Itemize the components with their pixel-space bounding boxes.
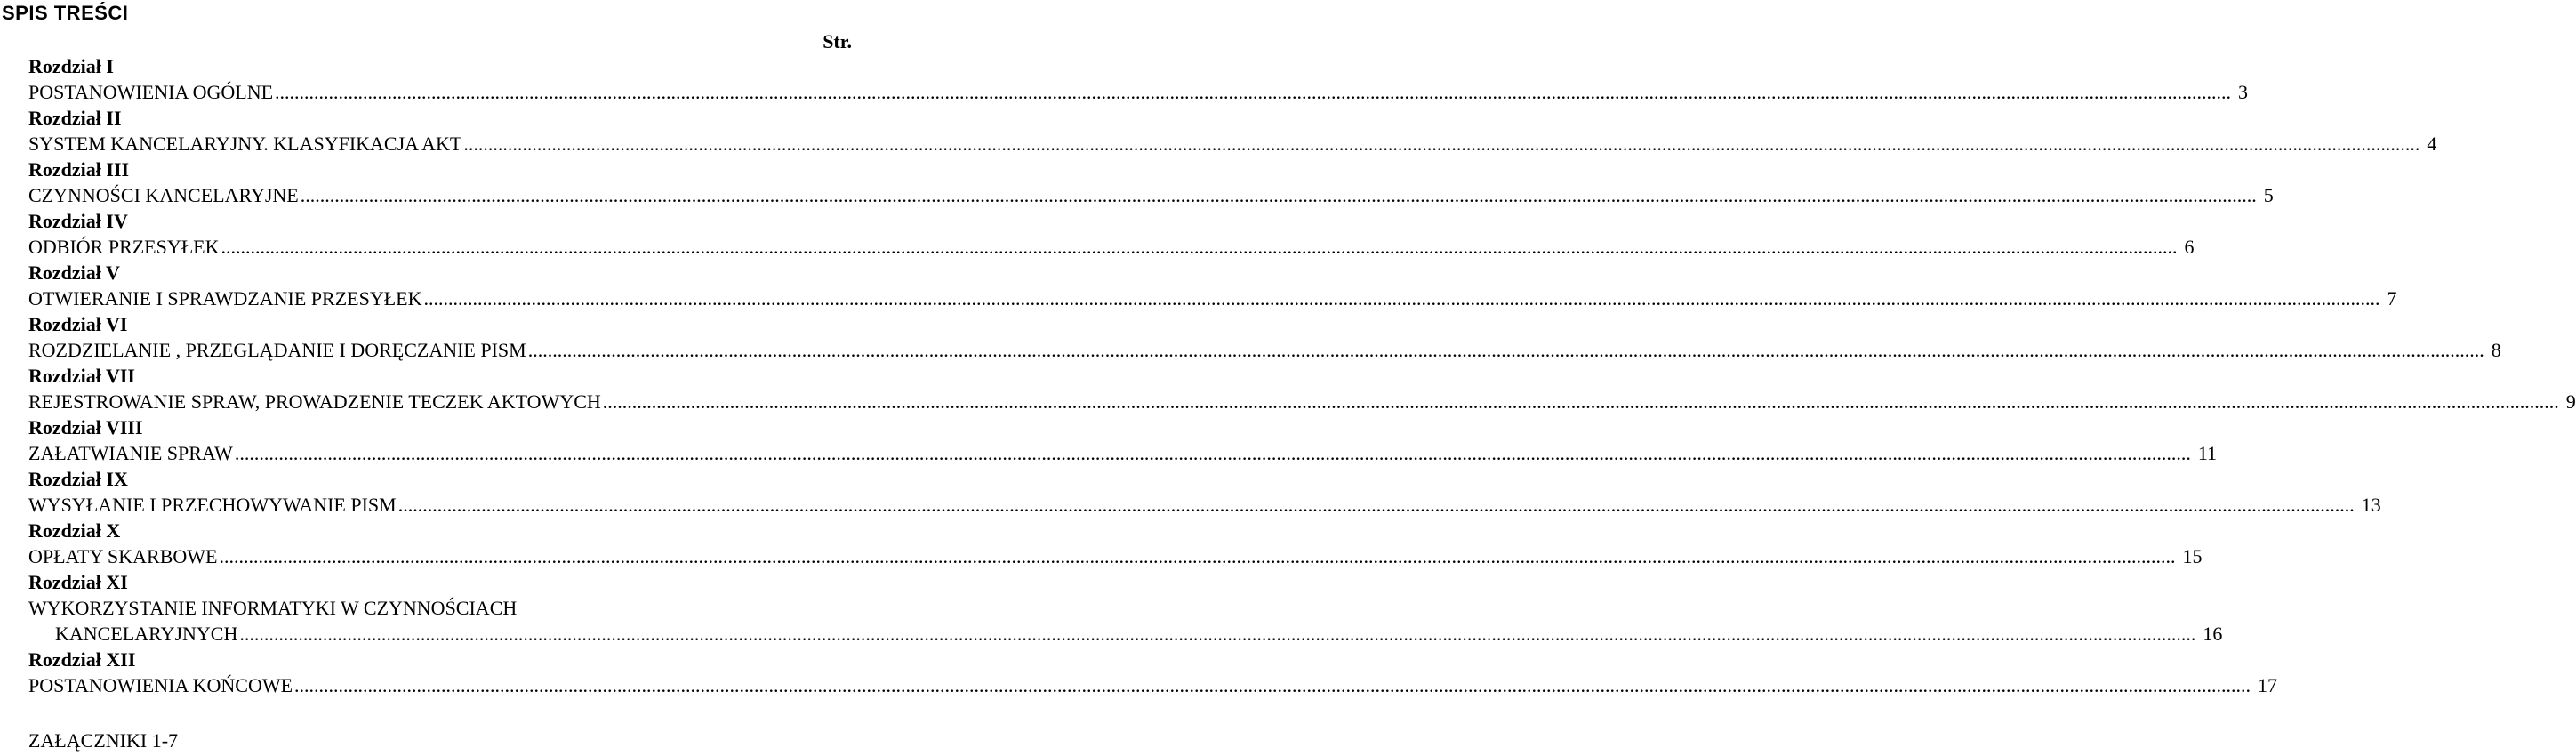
toc-page-number: 5 [2263, 184, 2274, 206]
page-title: SPIS TREŚCI [2, 2, 129, 24]
dot-leader: ................................................................................................................................................................................................................................................................................................................................................................................................................ [239, 623, 2196, 645]
dot-leader: ................................................................................................................................................................................................................................................................................................................................................................................................................ [602, 390, 2559, 413]
toc-entry-title: SYSTEM KANCELARYJNY. KLASYFIKACJA AKT [28, 133, 462, 155]
page-column-label: Str. [823, 30, 852, 52]
toc-page-number: 16 [2203, 623, 2223, 645]
chapter-heading: Rozdział III [28, 158, 130, 181]
toc-entry-title: ROZDZIELANIE , PRZEGLĄDANIE I DORĘCZANIE PISM [28, 339, 526, 361]
chapter-heading: Rozdział V [28, 261, 120, 284]
toc-entry-title: POSTANOWIENIA OGÓLNE [28, 81, 274, 103]
toc-entry-title: CZYNNOŚCI KANCELARYJNE [28, 184, 299, 206]
toc-page-number: 3 [2238, 81, 2249, 103]
toc-page-number: 13 [2361, 494, 2381, 516]
toc-page-number: 4 [2427, 133, 2437, 155]
toc-entry [28, 182, 2274, 208]
dot-leader: ................................................................................................................................................................................................................................................................................................................................................................................................................ [275, 81, 2232, 103]
toc-entry [28, 286, 2397, 311]
dot-leader: ................................................................................................................................................................................................................................................................................................................................................................................................................ [300, 184, 2257, 206]
toc-entry-title: REJESTROWANIE SPRAW, PROWADZENIE TECZEK AKTOWYCH [28, 390, 601, 413]
toc-entry [28, 492, 2381, 518]
chapter-heading: Rozdział IX [28, 468, 128, 490]
toc-entry [28, 672, 2278, 698]
dot-leader: ................................................................................................................................................................................................................................................................................................................................................................................................................ [423, 287, 2380, 310]
toc-entry [28, 131, 2437, 157]
dot-leader: ................................................................................................................................................................................................................................................................................................................................................................................................................ [219, 545, 2176, 567]
chapter-heading: Rozdział VII [28, 365, 135, 387]
toc-entry [28, 621, 2223, 647]
dot-leader: ................................................................................................................................................................................................................................................................................................................................................................................................................ [527, 339, 2484, 361]
toc-entry [28, 440, 2218, 466]
toc-entry-title: OTWIERANIE I SPRAWDZANIE PRZESYŁEK [28, 287, 422, 310]
table-of-contents [28, 53, 2576, 698]
toc-entry [28, 337, 2501, 363]
chapter-heading: Rozdział XI [28, 571, 128, 593]
toc-entry-title: ZAŁATWIANIE SPRAW [28, 442, 233, 464]
dot-leader: ................................................................................................................................................................................................................................................................................................................................................................................................................ [294, 674, 2251, 696]
toc-page-number: 7 [2387, 287, 2397, 310]
toc-page-number: 11 [2197, 442, 2218, 464]
toc-entry-title: ODBIÓR PRZESYŁEK [28, 236, 220, 258]
toc-page-number: 9 [2565, 390, 2576, 413]
toc-page-number: 8 [2491, 339, 2501, 361]
dot-leader: ................................................................................................................................................................................................................................................................................................................................................................................................................ [463, 133, 2420, 155]
toc-entry-title: WYKORZYSTANIE INFORMATYKI W CZYNNOŚCIACH [28, 597, 518, 619]
dot-leader: ................................................................................................................................................................................................................................................................................................................................................................................................................ [221, 236, 2178, 258]
chapter-heading: Rozdział IV [28, 210, 128, 232]
toc-page-number: 17 [2258, 674, 2278, 696]
toc-entry [28, 234, 2195, 260]
chapter-heading: Rozdział VIII [28, 416, 143, 438]
toc-entry [28, 79, 2249, 105]
dot-leader: ................................................................................................................................................................................................................................................................................................................................................................................................................ [397, 494, 2355, 516]
chapter-heading: Rozdział VI [28, 313, 128, 335]
chapter-heading: Rozdział X [28, 519, 121, 542]
chapter-heading: Rozdział XII [28, 648, 136, 671]
dot-leader: ................................................................................................................................................................................................................................................................................................................................................................................................................ [234, 442, 2191, 464]
toc-entry-title: OPŁATY SKARBOWE [28, 545, 218, 567]
toc-entry-title: KANCELARYJNYCH [55, 623, 238, 645]
toc-page-number: 6 [2184, 236, 2195, 258]
toc-entry-title: WYSYŁANIE I PRZECHOWYWANIE PISM [28, 494, 397, 516]
annex-line: ZAŁĄCZNIKI 1-7 [28, 729, 179, 752]
toc-entry-title: POSTANOWIENIA KOŃCOWE [28, 674, 293, 696]
toc-entry [28, 543, 2203, 569]
chapter-heading: Rozdział I [28, 55, 114, 77]
toc-page-number: 15 [2182, 545, 2203, 567]
toc-entry [28, 389, 2576, 414]
chapter-heading: Rozdział II [28, 107, 122, 129]
